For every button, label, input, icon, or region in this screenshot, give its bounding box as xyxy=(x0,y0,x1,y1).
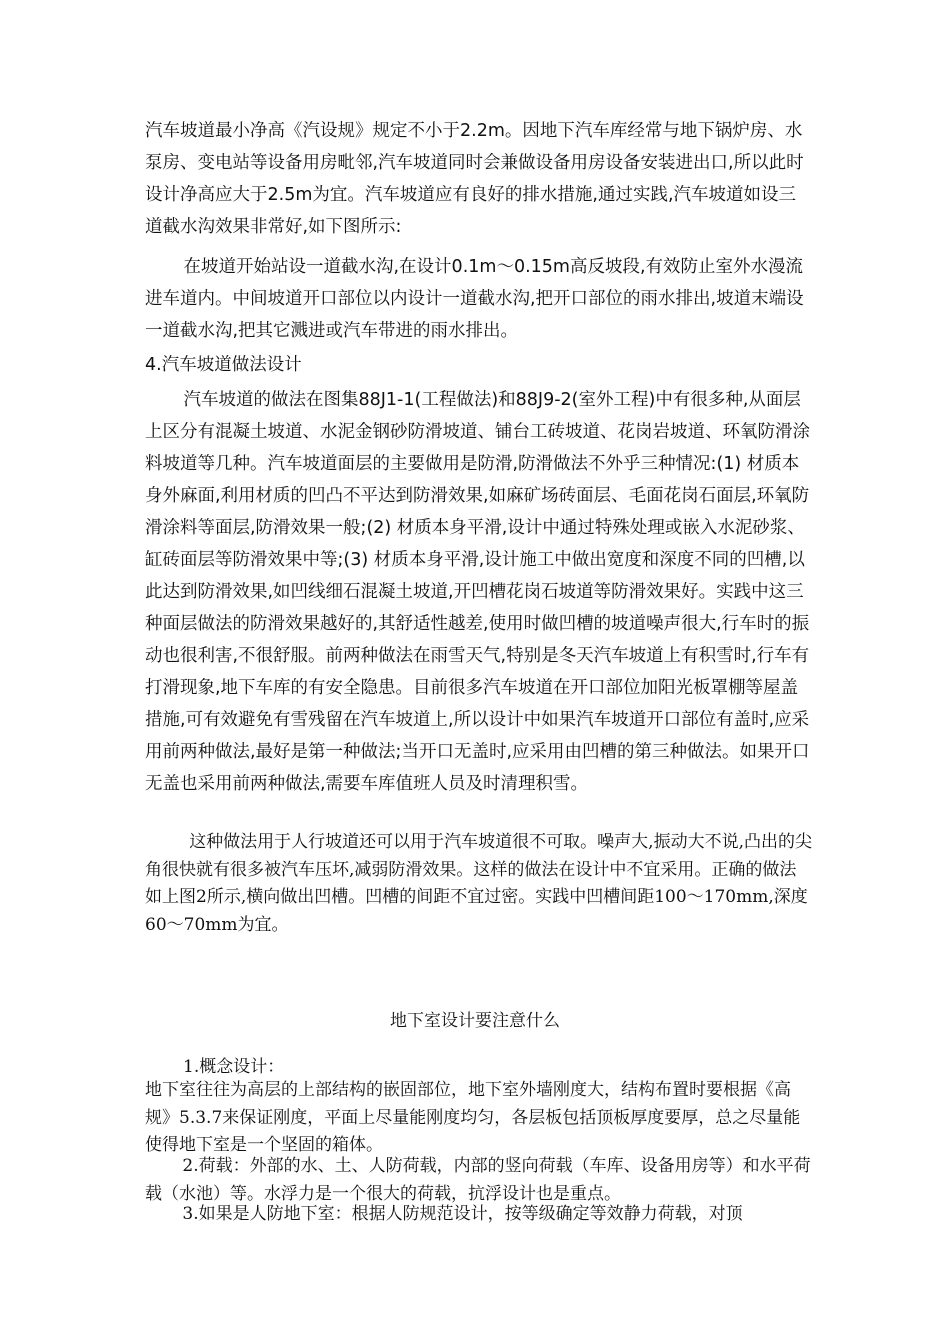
item1-body: 地下室往往为高层的上部结构的嵌固部位，地下室外墙刚度大，结构布置时要根据《高规》5.3.7来保证刚度，平面上尽量能刚度均匀，各层板包括顶板厚度要厚，总之尽量能使得地下室是一个坚固的箱体。 xyxy=(145,1080,801,1155)
paragraph-ramp-finishes: 汽车坡道的做法在图集88J1-1(工程做法)和88J9-2(室外工程)中有很多种,从面层上区分有混凝土坡道、水泥金钢砂防滑坡道、铺台工砖坡道、花岗岩坡道、环氧防滑涂料坡道等几种。汽车坡道面层的主要做用是防滑,防滑做法不外乎三种情况:(1) 材质本身外麻面,利用材质的凹凸不平达到防滑效果,如麻矿场砖面层、毛面花岗石面层,环氧防滑涂料等面层,防滑效果一般;(2) 材质本身平滑,设计中通过特殊处理或嵌入水泥砂浆、缸砖面层等防滑效果中等;(3) 材质本身平滑,设计施工中做出宽度和深度不同的凹槽,以此达到防滑效果,如凹线细石混凝土坡道,开凹槽花岗石坡道等防滑效果好。实践中这三种面层做法的防滑效果越好的,其舒适性越差,使用时做凹槽的坡道噪声很大,行车时的振动也很利害,不很舒服。前两种做法在雨雪天气,特别是冬天汽车坡道上有积雪时,行车有打滑现象,地下车库的有安全隐患。目前很多汽车坡道在开口部位加阳光板罩棚等屋盖措施,可有效避免有雪残留在汽车坡道上,所以设计中如果汽车坡道开口部位有盖时,应采用前两种做法,最好是第一种做法;当开口无盖时,应采用由凹槽的第三种做法。如果开口无盖也采用前两种做法,需要车库值班人员及时清理积雪。 xyxy=(145,390,810,794)
item3-civil-defense: 3.如果是人防地下室：根据人防规范设计，按等级确定等效静力荷载，对顶 xyxy=(182,1204,743,1224)
paragraph-drainage: 在坡道开始站设一道截水沟,在设计0.1m～0.15m高反坡段,有效防止室外水漫流进车道内。中间坡道开口部位以内设计一道截水沟,把开口部位的雨水排出,坡道末端设一道截水沟,把其它溅进或汽车带进的雨水排出。 xyxy=(145,257,804,341)
paragraph-ramp-height: 汽车坡道最小净高《汽设规》规定不小于2.2m。因地下汽车库经常与地下锅炉房、水泵房、变电站等设备用房毗邻,汽车坡道同时会兼做设备用房设备安装进出口,所以此时设计净高应大于2.5m为宜。汽车坡道应有良好的排水措施,通过实践,汽车坡道如设三道截水沟效果非常好,如下图所示: xyxy=(145,121,804,237)
item1-heading: 1.概念设计： xyxy=(183,1057,285,1077)
heading-ramp-design: 4.汽车坡道做法设计 xyxy=(145,355,302,375)
section-title: 地下室设计要注意什么 xyxy=(390,1011,560,1031)
paragraph-groove-spacing: 这种做法用于人行坡道还可以用于汽车坡道很不可取。噪声大,振动大不说,凸出的尖角很快就有很多被汽车压坏,减弱防滑效果。这样的做法在设计中不宜采用。正确的做法如上图2所示,横向做出凹槽。凹槽的间距不宜过密。实践中凹槽间距100～170mm,深度60～70mm为宜。 xyxy=(145,832,812,935)
item2-loads: 2.荷载：外部的水、土、人防荷载，内部的竖向荷载（车库、设备用房等）和水平荷载（水池）等。水浮力是一个很大的荷载，抗浮设计也是重点。 xyxy=(145,1156,811,1204)
